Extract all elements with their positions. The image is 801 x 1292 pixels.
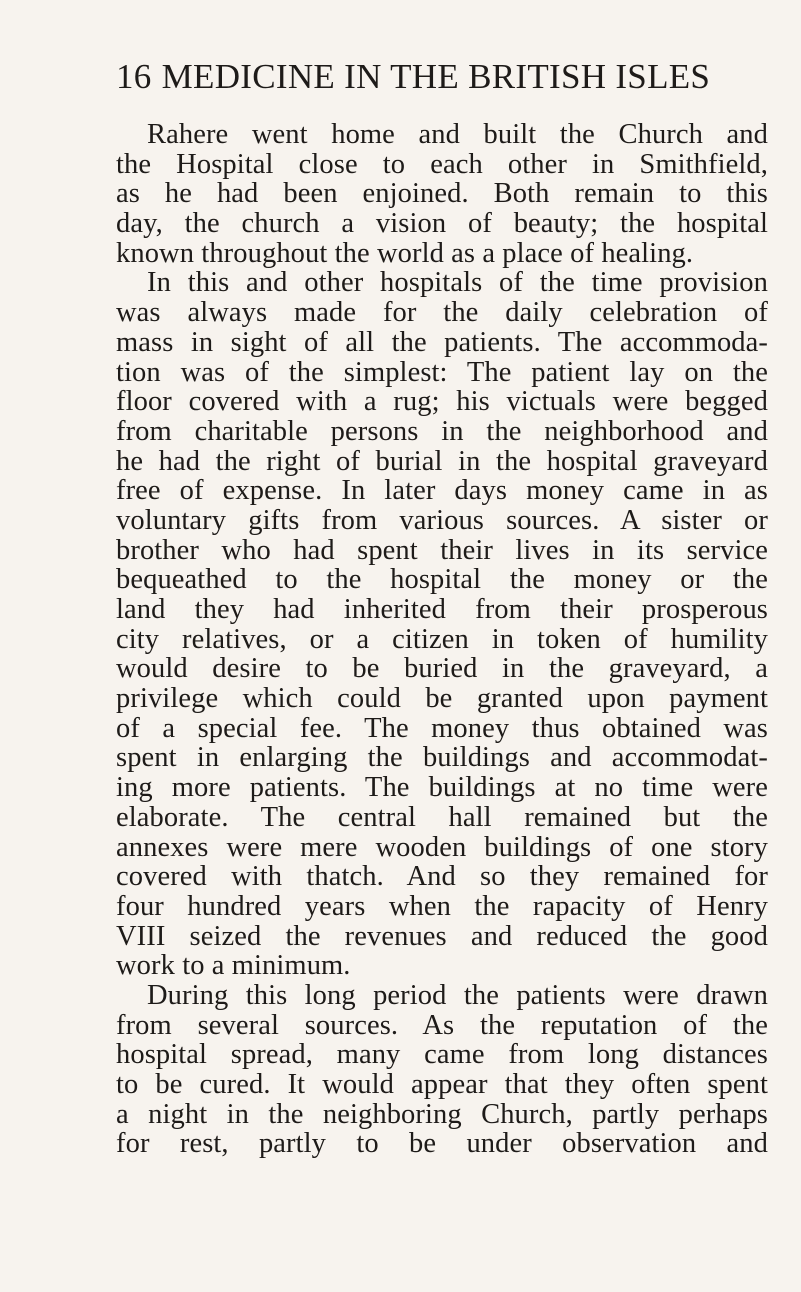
text-line: hospital spread, many came from long distances	[116, 1039, 768, 1071]
text-line: as he had been enjoined. Both remain to this	[116, 178, 768, 210]
running-head	[116, 57, 716, 97]
text-line: free of expense. In later days money came in as	[116, 475, 768, 507]
text-line: of a special fee. The money thus obtained was	[116, 712, 768, 744]
text-line: day, the church a vision of beauty; the hospital	[116, 208, 768, 240]
text-line: was always made for the daily celebration of	[116, 297, 768, 329]
text-line: land they had inherited from their prosperous	[116, 594, 768, 625]
body-text	[116, 120, 768, 1159]
text-line: ing more patients. The buildings at no time were	[116, 772, 768, 804]
text-line: known throughout the world as a place of healing.	[116, 237, 694, 269]
page-number: 16	[116, 57, 152, 96]
text-line: for rest, partly to be under observation and	[116, 1128, 768, 1160]
text-line: privilege which could be granted upon payment	[116, 683, 768, 715]
text-line: to be cured. It would appear that they often spent	[116, 1069, 768, 1100]
text-line: VIII seized the revenues and reduced the good	[116, 920, 768, 952]
text-line: In this and other hospitals of the time provision	[147, 267, 768, 299]
text-line: he had the right of burial in the hospital graveyard	[116, 445, 768, 477]
running-title: MEDICINE IN THE BRITISH ISLES	[161, 57, 711, 96]
text-line: would desire to be buried in the graveyard, a	[116, 653, 768, 685]
text-line: from several sources. As the reputation of the	[116, 1009, 768, 1041]
text-line: elaborate. The central hall remained but the	[116, 801, 768, 833]
text-line: annexes were mere wooden buildings of one story	[116, 831, 768, 863]
text-line: brother who had spent their lives in its service	[116, 534, 768, 566]
text-line: voluntary gifts from various sources. A sister or	[116, 504, 768, 536]
text-line: the Hospital close to each other in Smithfield,	[116, 148, 768, 180]
text-line: work to a minimum.	[116, 950, 351, 982]
text-line: from charitable persons in the neighborhood and	[116, 415, 768, 447]
text-line: bequeathed to the hospital the money or the	[116, 564, 768, 596]
text-line: mass in sight of all the patients. The accommoda-	[116, 326, 768, 358]
text-line: four hundred years when the rapacity of Henry	[116, 890, 768, 922]
text-line: covered with thatch. And so they remained for	[116, 861, 768, 893]
text-line: During this long period the patients were drawn	[147, 979, 768, 1011]
text-line: tion was of the simplest: The patient lay on the	[116, 356, 768, 388]
text-line: a night in the neighboring Church, partly perhaps	[116, 1098, 768, 1130]
text-line: city relatives, or a citizen in token of humility	[116, 623, 768, 655]
text-line: floor covered with a rug; his victuals were begged	[116, 386, 768, 418]
text-line: spent in enlarging the buildings and accommodat-	[116, 742, 768, 774]
text-line: Rahere went home and built the Church and	[147, 119, 768, 150]
